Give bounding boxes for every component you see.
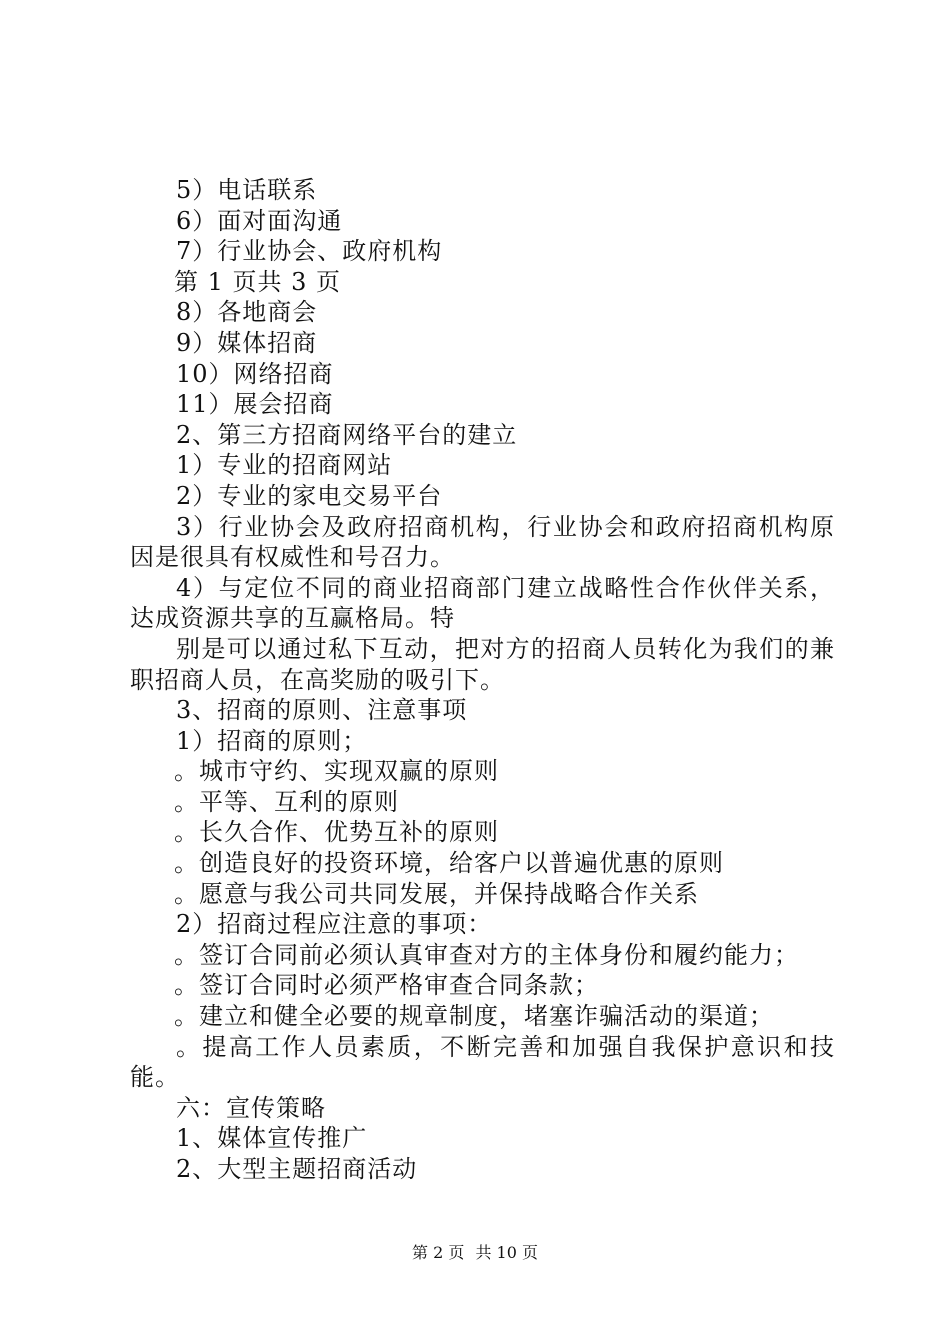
paragraph: 4）与定位不同的商业招商部门建立战略性合作伙伴关系，达成资源共享的互赢格局。特 (130, 573, 835, 633)
text-line: 2、大型主题招商活动 (176, 1155, 418, 1183)
text-line: 10）网络招商 (176, 359, 334, 388)
footer-page-number: 第 2 页 (412, 1243, 465, 1262)
text-line: 6）面对面沟通 (176, 206, 343, 235)
section-heading: 六：宣传策略 (176, 1093, 326, 1122)
bullet-line: 。城市守约、实现双赢的原则 (174, 757, 499, 786)
bullet-line: 。签订合同前必须认真审查对方的主体身份和履约能力； (174, 940, 799, 969)
text-line: 7）行业协会、政府机构 (176, 237, 443, 266)
bullet-line: 。创造良好的投资环境，给客户以普遍优惠的原则 (174, 849, 724, 878)
paragraph: 。提高工作人员素质，不断完善和加强自我保护意识和技能。 (130, 1032, 835, 1092)
document-body (130, 175, 835, 1185)
text-line: 9）媒体招商 (176, 328, 318, 357)
text-line: 1、媒体宣传推广 (176, 1124, 368, 1153)
bullet-line: 。长久合作、优势互补的原则 (174, 818, 499, 847)
text-line: 1）招商的原则； (176, 726, 368, 755)
text-line: 1）专业的招商网站 (176, 451, 393, 480)
bullet-line: 。愿意与我公司共同发展，并保持战略合作关系 (174, 879, 699, 908)
section-heading: 3、招商的原则、注意事项 (176, 696, 468, 725)
bullet-line: 。建立和健全必要的规章制度，堵塞诈骗活动的渠道； (174, 1002, 774, 1031)
page-marker-inline: 第 1 页共 3 页 (174, 267, 342, 296)
text-line: 2）专业的家电交易平台 (176, 481, 443, 510)
footer-total-pages: 共 10 页 (475, 1243, 538, 1262)
section-heading: 2、第三方招商网络平台的建立 (176, 420, 518, 449)
text-line: 11）展会招商 (176, 390, 334, 419)
text-line: 8）各地商会 (176, 298, 318, 327)
paragraph: 别是可以通过私下互动，把对方的招商人员转化为我们的兼职招商人员，在高奖励的吸引下。 (130, 634, 835, 694)
bullet-line: 。签订合同时必须严格审查合同条款； (174, 971, 599, 1000)
page-footer (0, 1243, 950, 1263)
text-line: 5）电话联系 (176, 176, 318, 204)
bullet-line: 。平等、互利的原则 (174, 787, 399, 816)
paragraph: 3）行业协会及政府招商机构，行业协会和政府招商机构原因是很具有权威性和号召力。 (130, 512, 835, 572)
text-line: 2）招商过程应注意的事项： (176, 910, 493, 939)
